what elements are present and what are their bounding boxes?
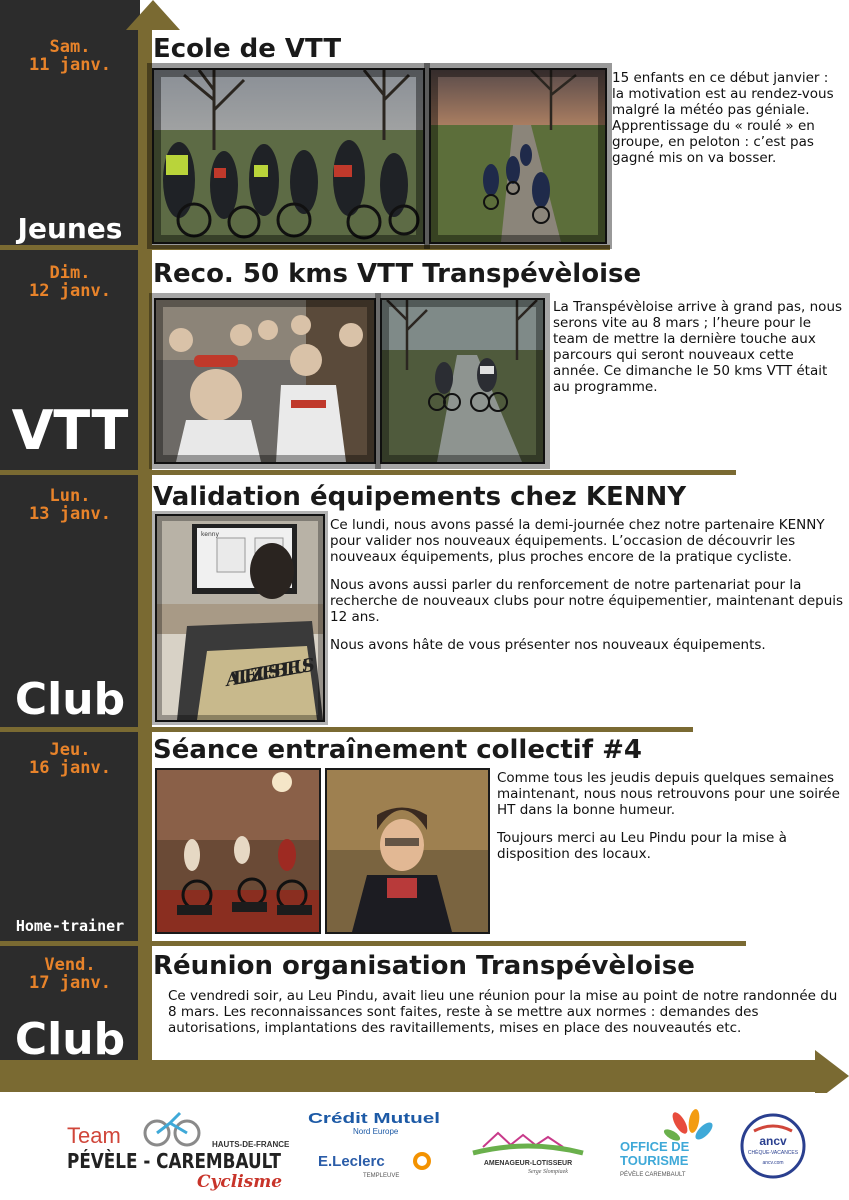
section-date: Jeu. 16 janv. (29, 740, 111, 778)
leclerc-name: E.Leclerc (318, 1153, 385, 1170)
section-date: Lun. 13 janv. (29, 486, 111, 524)
section-text: La Transpévèloise arrive à grand pas, nous serons vite au 8 mars ; l’heure pour le team de mettre la dernière touche aux parcours qui seront nouveaux cette année. Ce dimanche le 50 kms VTT était au programme. (553, 299, 843, 395)
photo-home-trainer-room (155, 768, 321, 934)
section-text: 15 enfants en ce début janvier : la motivation est au rendez-vous malgré la météo pas géniale. Apprentissage du « roulé » en groupe, en peloton : c’est pas gagné mis on va bosser. (612, 70, 834, 166)
section-date: Dim. 12 janv. (29, 263, 111, 301)
ancv-name: ancv (759, 1134, 787, 1148)
office-line3: PÉVÈLE CAREMBAULT (620, 1172, 686, 1178)
section-category: Club (14, 674, 126, 725)
section-text: Ce lundi, nous avons passé la demi-journée chez notre partenaire KENNY pour valider nos nouveaux équipements. L’occasion de découvrir les nouveaux équipements, plus proches encore de la pratique cycliste. Nous avons aussi parler du renforcement de notre partenariat pour la recherche de nouveaux clubs pour notre équipementier, maintenant depuis 12 ans. Nous avons hâte de vous présenter nos nouveaux équipements. (330, 517, 844, 653)
ancv-sub: CHÈQUE-VACANCES (747, 1150, 799, 1156)
section-date: Vend. 17 janv. (29, 955, 111, 993)
office-tourisme-logo (618, 1109, 718, 1181)
section-title: Validation équipements chez KENNY (153, 482, 687, 512)
amenageur-logo (468, 1119, 588, 1175)
photo-kids-group (152, 68, 425, 244)
team-logo-name: PÉVÈLE - CAREMBAULT (67, 1149, 282, 1173)
credit-mutuel-sub: Nord Europe (353, 1127, 399, 1136)
leclerc-logo (318, 1151, 438, 1181)
section-title: Ecole de VTT (153, 34, 342, 64)
section-title: Réunion organisation Transpévèloise (153, 951, 695, 981)
team-logo-sub: Cyclisme (197, 1172, 283, 1192)
screen-brand: kenny (201, 531, 220, 538)
amenageur-sub: Serge Slompiaek (528, 1169, 568, 1175)
photo-mtb-path (380, 298, 545, 464)
team-logo-region: HAUTS-DE-FRANCE (212, 1140, 290, 1149)
jersey-text: ALLEZ LES BLEUS (224, 654, 317, 691)
section-title: Séance entraînement collectif #4 (153, 735, 642, 765)
section-category: Jeunes (17, 212, 123, 245)
section-separator (0, 941, 746, 946)
office-line2: TOURISME (620, 1153, 689, 1168)
ancv-small: ancv.com (762, 1160, 784, 1166)
section-title: Reco. 50 kms VTT Transpévèloise (153, 259, 642, 289)
photo-kenny-office (155, 514, 325, 722)
team-logo (62, 1105, 292, 1195)
ancv-logo (740, 1113, 806, 1179)
leclerc-sub: TEMPLEUVE (363, 1173, 400, 1179)
credit-mutuel-logo (308, 1107, 448, 1137)
sponsor-footer (0, 1093, 849, 1200)
section-separator (0, 470, 736, 475)
photo-team-selfie (154, 298, 376, 464)
section-category: VTT (11, 399, 129, 462)
credit-mutuel-name: Crédit Mutuel (308, 1110, 440, 1127)
amenageur-name: AMENAGEUR-LOTISSEUR (483, 1160, 573, 1167)
photo-kids-path (429, 68, 607, 244)
section-date: Sam. 11 janv. (29, 37, 111, 75)
section-text: Comme tous les jeudis depuis quelques semaines maintenant, nous nous retrouvons pour une soirée HT dans la bonne humeur. Toujours merci au Leu Pindu pour la mise à disposition des locaux. (497, 770, 840, 862)
section-category: Club (14, 1014, 126, 1065)
section-text: Ce vendredi soir, au Leu Pindu, avait lieu une réunion pour la mise au point de notre randonnée du 8 mars. Les reconnaissances sont faites, reste à se mettre aux normes : demandes des autorisations, implantations des ravitaillements, mises en place des nouveautés etc. (168, 988, 838, 1036)
team-logo-team: Team (67, 1123, 121, 1148)
section-category: Home-trainer (15, 917, 125, 935)
photo-home-trainer-rider (325, 768, 490, 934)
timeline-arrow-up (126, 0, 180, 30)
office-line1: OFFICE DE (620, 1139, 690, 1154)
